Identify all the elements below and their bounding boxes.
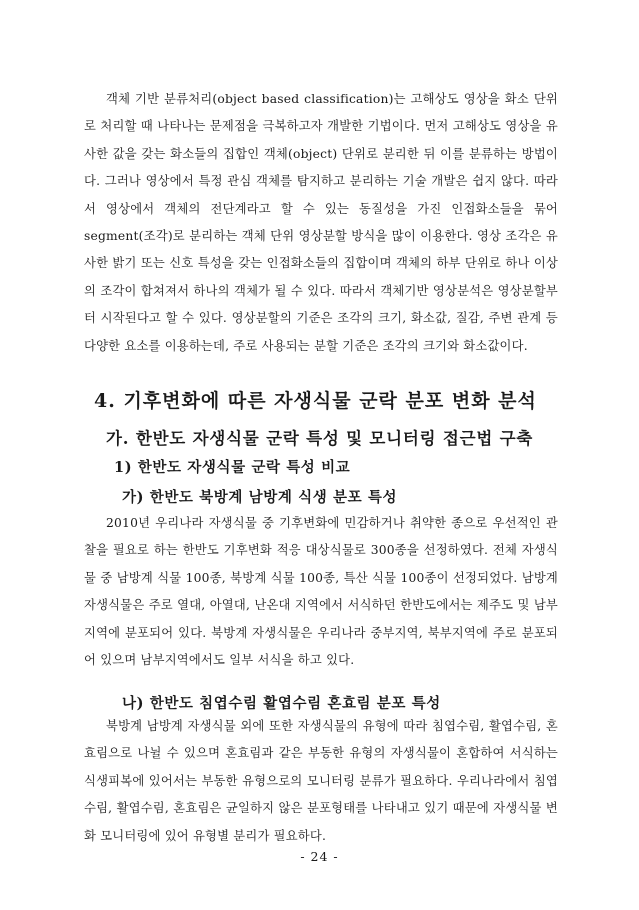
subsection-heading: 가. 한반도 자생식물 군락 특성 및 모니터링 접근법 구축 (106, 429, 534, 448)
intro-paragraph: 객체 기반 분류처리(object based classification)는 고해상도 영상을 화소 단위로 처리할 때 나타나는 문제점을 극복하고자 개발한 기법이다. 먼저 고해상도 영상을 유사한 값을 갖는 화소들의 집합인 객체(object) 단위로 분리한 뒤 이를 분류하는 방법이다. 그러나 영상에서 특정 관심 객체를 탐지하고 분리하는 기술 개발은 쉽지 않다. 따라서 영상에서 객체의 전단계라고 할 수 있는 동질성을 가진 인접화소들을 묶어 segment(조각)로 분리하는 객체 단위 영상분할 방식을 많이 이용한다. 영상 조각은 유사한 밝기 또는 신호 특성을 갖는 인접화소들의 집합이며 객체의 하부 단위로 하나 이상의 조각이 합쳐져서 하나의 객체가 될 수 있다. 따라서 객체기반 영상분석은 영상분할부터 시작된다고 할 수 있다. 영상분할의 기준은 조각의 크기, 화소값, 질감, 주변 관계 등 다양한 요소를 이용하는데, 주로 사용되는 분할 기준은 조각의 크기와 화소값이다. (84, 92, 558, 353)
subsubsection-heading: 1) 한반도 자생식물 군락 특성 비교 (114, 459, 351, 476)
item-heading-forest-types: 나) 한반도 침엽수림 활엽수림 혼효림 분포 특성 (122, 695, 441, 712)
forest-types-paragraph: 북방계 남방계 자생식물 외에 또한 자생식물의 유형에 따라 침엽수림, 활엽수림, 혼효림으로 나뉠 수 있으며 혼효림과 같은 부동한 유형의 자생식물이 혼합하여 서식하는 식생피복에 있어서는 부동한 유형으로의 모니터링 분류가 필요하다. 우리나라에서 침엽수림, 활엽수림, 혼효림은 균일하지 않은 분포형태를 나타내고 있기 때문에 자생식물 변화 모니터링에 있어 유형별 분리가 필요하다. (84, 719, 558, 843)
item-heading-northern-southern: 가) 한반도 북방계 남방계 식생 분포 특성 (122, 489, 398, 506)
page-number: - 24 - (300, 849, 339, 864)
northern-southern-paragraph: 2010년 우리나라 자생식물 중 기후변화에 민감하거나 취약한 종으로 우선적인 관찰을 필요로 하는 한반도 기후변화 적응 대상식물로 300종을 선정하였다. 전체 자생식물 중 남방계 식물 100종, 북방계 식물 100종, 특산 식물 100종이 선정되었다. 남방계 자생식물은 주로 열대, 아열대, 난온대 지역에서 서식하던 한반도에서는 제주도 및 남부지역에 분포되어 있다. 북방계 자생식물은 우리나라 중부지역, 북부지역에 주로 분포되어 있으며 남부지역에서도 일부 서식을 하고 있다. (84, 516, 558, 668)
section-heading: 4. 기후변화에 따른 자생식물 군락 분포 변화 분석 (94, 390, 537, 412)
